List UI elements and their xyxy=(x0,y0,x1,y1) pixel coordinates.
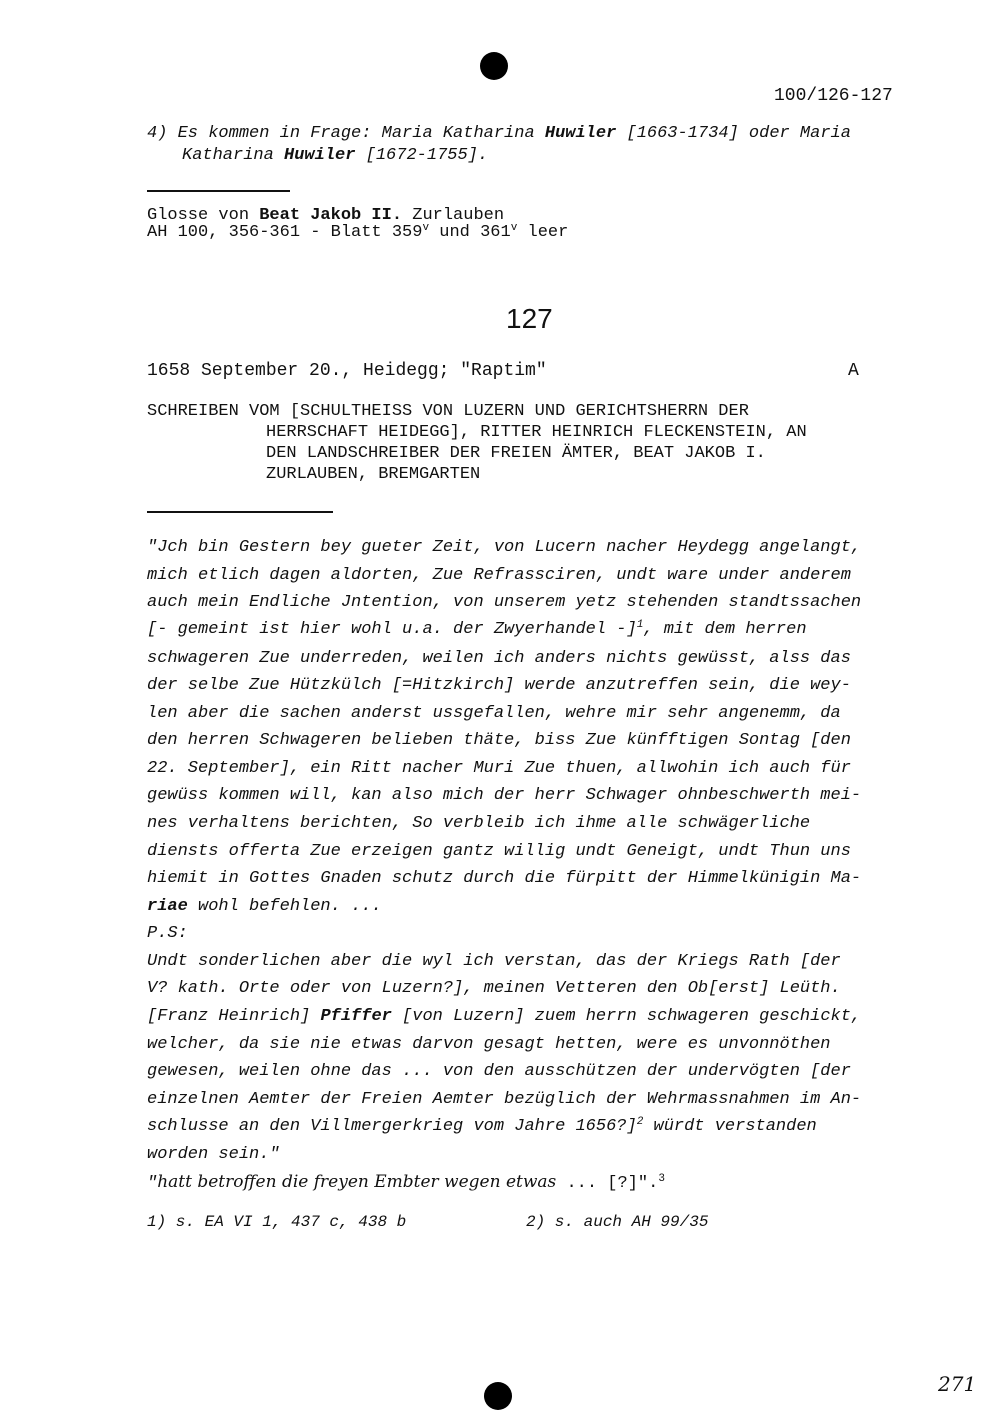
body-line-2: mich etlich dagen aldorten, Zue Refrassciren, undt ware under anderem xyxy=(147,566,851,585)
gloss-verso-mark-1: v xyxy=(422,222,430,234)
gloss-text-a: Glosse von xyxy=(147,206,260,225)
footnote-4-line-2 xyxy=(182,146,488,165)
footnote-4-text-b: [1663-1734] oder Maria xyxy=(616,124,851,143)
footnote-4-text-d: [1672-1755]. xyxy=(355,146,489,165)
footnote-1: 1) s. EA VI 1, 437 c, 438 b xyxy=(147,1213,407,1231)
footnote-4-text-c: Katharina xyxy=(182,146,285,165)
body-line-11: nes verhaltens berichten, So verbleib ich ihme alle schwägerliche xyxy=(147,814,811,833)
gloss-quote-line xyxy=(147,1172,665,1193)
gloss-verso-mark-2: v xyxy=(510,222,518,234)
punch-hole-top xyxy=(480,52,508,80)
body-line-21: einzelnen Aemter der Freien Aemter bezüglich der Wehrmassnahmen im An- xyxy=(147,1090,862,1109)
body-line-12: diensts offerta Zue erzeigen gantz willig undt Geneigt, undt Thun uns xyxy=(147,842,851,861)
body-line-20: gewesen, weilen ohne das ... von den ausschützen der undervögten [der xyxy=(147,1062,851,1081)
gloss-source-c: leer xyxy=(517,223,569,242)
punch-hole-bottom xyxy=(484,1382,512,1410)
body-line-3: auch mein Endliche Jntention, von unserem yetz stehenden standtssachen xyxy=(147,593,862,612)
body-line-18-a: [Franz Heinrich] xyxy=(147,1007,321,1026)
gloss-source: AH 100, 356-361 - Blatt 359 xyxy=(147,223,423,242)
body-line-22 xyxy=(147,1117,817,1136)
body-line-10: gewüss kommen will, kan also mich der herr Schwager ohnbeschwerth mei- xyxy=(147,786,862,805)
body-line-23: worden sein." xyxy=(147,1145,280,1164)
handwritten-page-mark: 271 xyxy=(938,1372,977,1396)
gloss-quote-script: hatt betroffen die freyen Embter wegen etwas xyxy=(157,1172,557,1192)
body-line-17: V? kath. Orte oder von Luzern?], meinen Vetteren den Ob[erst] Leüth. xyxy=(147,979,841,998)
gloss-source-b: und 361 xyxy=(429,223,511,242)
gloss-author: Beat Jakob II. xyxy=(259,206,403,225)
heading-line-3: DEN LANDSCHREIBER DER FREIEN ÄMTER, BEAT JAKOB I. xyxy=(266,444,766,463)
body-line-14-bold: riae xyxy=(147,897,188,916)
footnote-2: 2) s. auch AH 99/35 xyxy=(526,1213,709,1231)
body-line-22-b: würdt verstanden xyxy=(643,1117,817,1136)
body-line-13: hiemit in Gottes Gnaden schutz durch die fürpitt der Himmelkünigin Ma- xyxy=(147,869,862,888)
body-line-19: welcher, da sie nie etwas darvon gesagt hetten, were es unvonnöthen xyxy=(147,1035,831,1054)
footnote-4-name-a: Huwiler xyxy=(544,124,617,143)
heading-line-1: SCHREIBEN VOM [SCHULTHEISS VON LUZERN UND GERICHTSHERRN DER xyxy=(147,402,749,421)
footnote-ref-2: 2 xyxy=(636,1116,644,1128)
body-line-1: "Jch bin Gestern bey gueter Zeit, von Lucern nacher Heydegg angelangt, xyxy=(147,538,862,557)
heading-line-4: ZURLAUBEN, BREMGARTEN xyxy=(266,465,481,484)
date-line: 1658 September 20., Heidegg; "Raptim" xyxy=(147,361,547,381)
footnote-4-name-b: Huwiler xyxy=(284,146,356,165)
separator-rule-1 xyxy=(147,190,290,192)
footnote-ref-3: 3 xyxy=(658,1173,665,1185)
body-line-4-a: [- gemeint ist hier wohl u.a. der Zwyerhandel -] xyxy=(147,620,637,639)
footnote-4-line-1 xyxy=(147,124,851,143)
footnote-ref-1: 1 xyxy=(636,619,644,631)
document-number: 127 xyxy=(506,303,553,334)
gloss-quote-tail: ... [?]". xyxy=(556,1174,659,1193)
body-line-22-a: schlusse an den Villmergerkrieg vom Jahre 1656?] xyxy=(147,1117,637,1136)
body-line-18-bold: Pfiffer xyxy=(320,1007,392,1026)
body-line-16: Undt sonderlichen aber die wyl ich verstan, das der Kriegs Rath [der xyxy=(147,952,841,971)
footnote-4-text-a: 4) Es kommen in Frage: Maria Katharina xyxy=(147,124,545,143)
body-line-7: len aber die sachen anderst ussgefallen, wehre mir sehr angenemm, da xyxy=(147,704,841,723)
page-reference: 100/126-127 xyxy=(774,86,893,106)
body-line-9: 22. September], ein Ritt nacher Muri Zue thuen, allwohin ich auch für xyxy=(147,759,851,778)
gloss-text-b: Zurlauben xyxy=(402,206,505,225)
heading-line-2: HERRSCHAFT HEIDEGG], RITTER HEINRICH FLECKENSTEIN, AN xyxy=(266,423,807,442)
body-line-6: der selbe Zue Hützkülch [=Hitzkirch] werde anzutreffen sein, die wey- xyxy=(147,676,851,695)
body-line-14-b: wohl befehlen. ... xyxy=(187,897,382,916)
body-line-5: schwageren Zue underreden, weilen ich anders nichts gewüsst, alss das xyxy=(147,649,851,668)
separator-rule-2 xyxy=(147,511,333,513)
gloss-line-2 xyxy=(147,223,568,242)
body-line-15: P.S: xyxy=(147,924,188,943)
body-line-4 xyxy=(147,620,807,639)
body-line-8: den herren Schwageren belieben thäte, biss Zue künfftigen Sontag [den xyxy=(147,731,851,750)
gloss-quote-open: " xyxy=(147,1174,158,1193)
body-line-4-b: , mit dem herren xyxy=(643,620,807,639)
document-category: A xyxy=(848,361,859,381)
body-line-14 xyxy=(147,897,382,916)
body-line-18 xyxy=(147,1007,861,1026)
body-line-18-b: [von Luzern] zuem herrn schwageren geschickt, xyxy=(391,1007,862,1026)
